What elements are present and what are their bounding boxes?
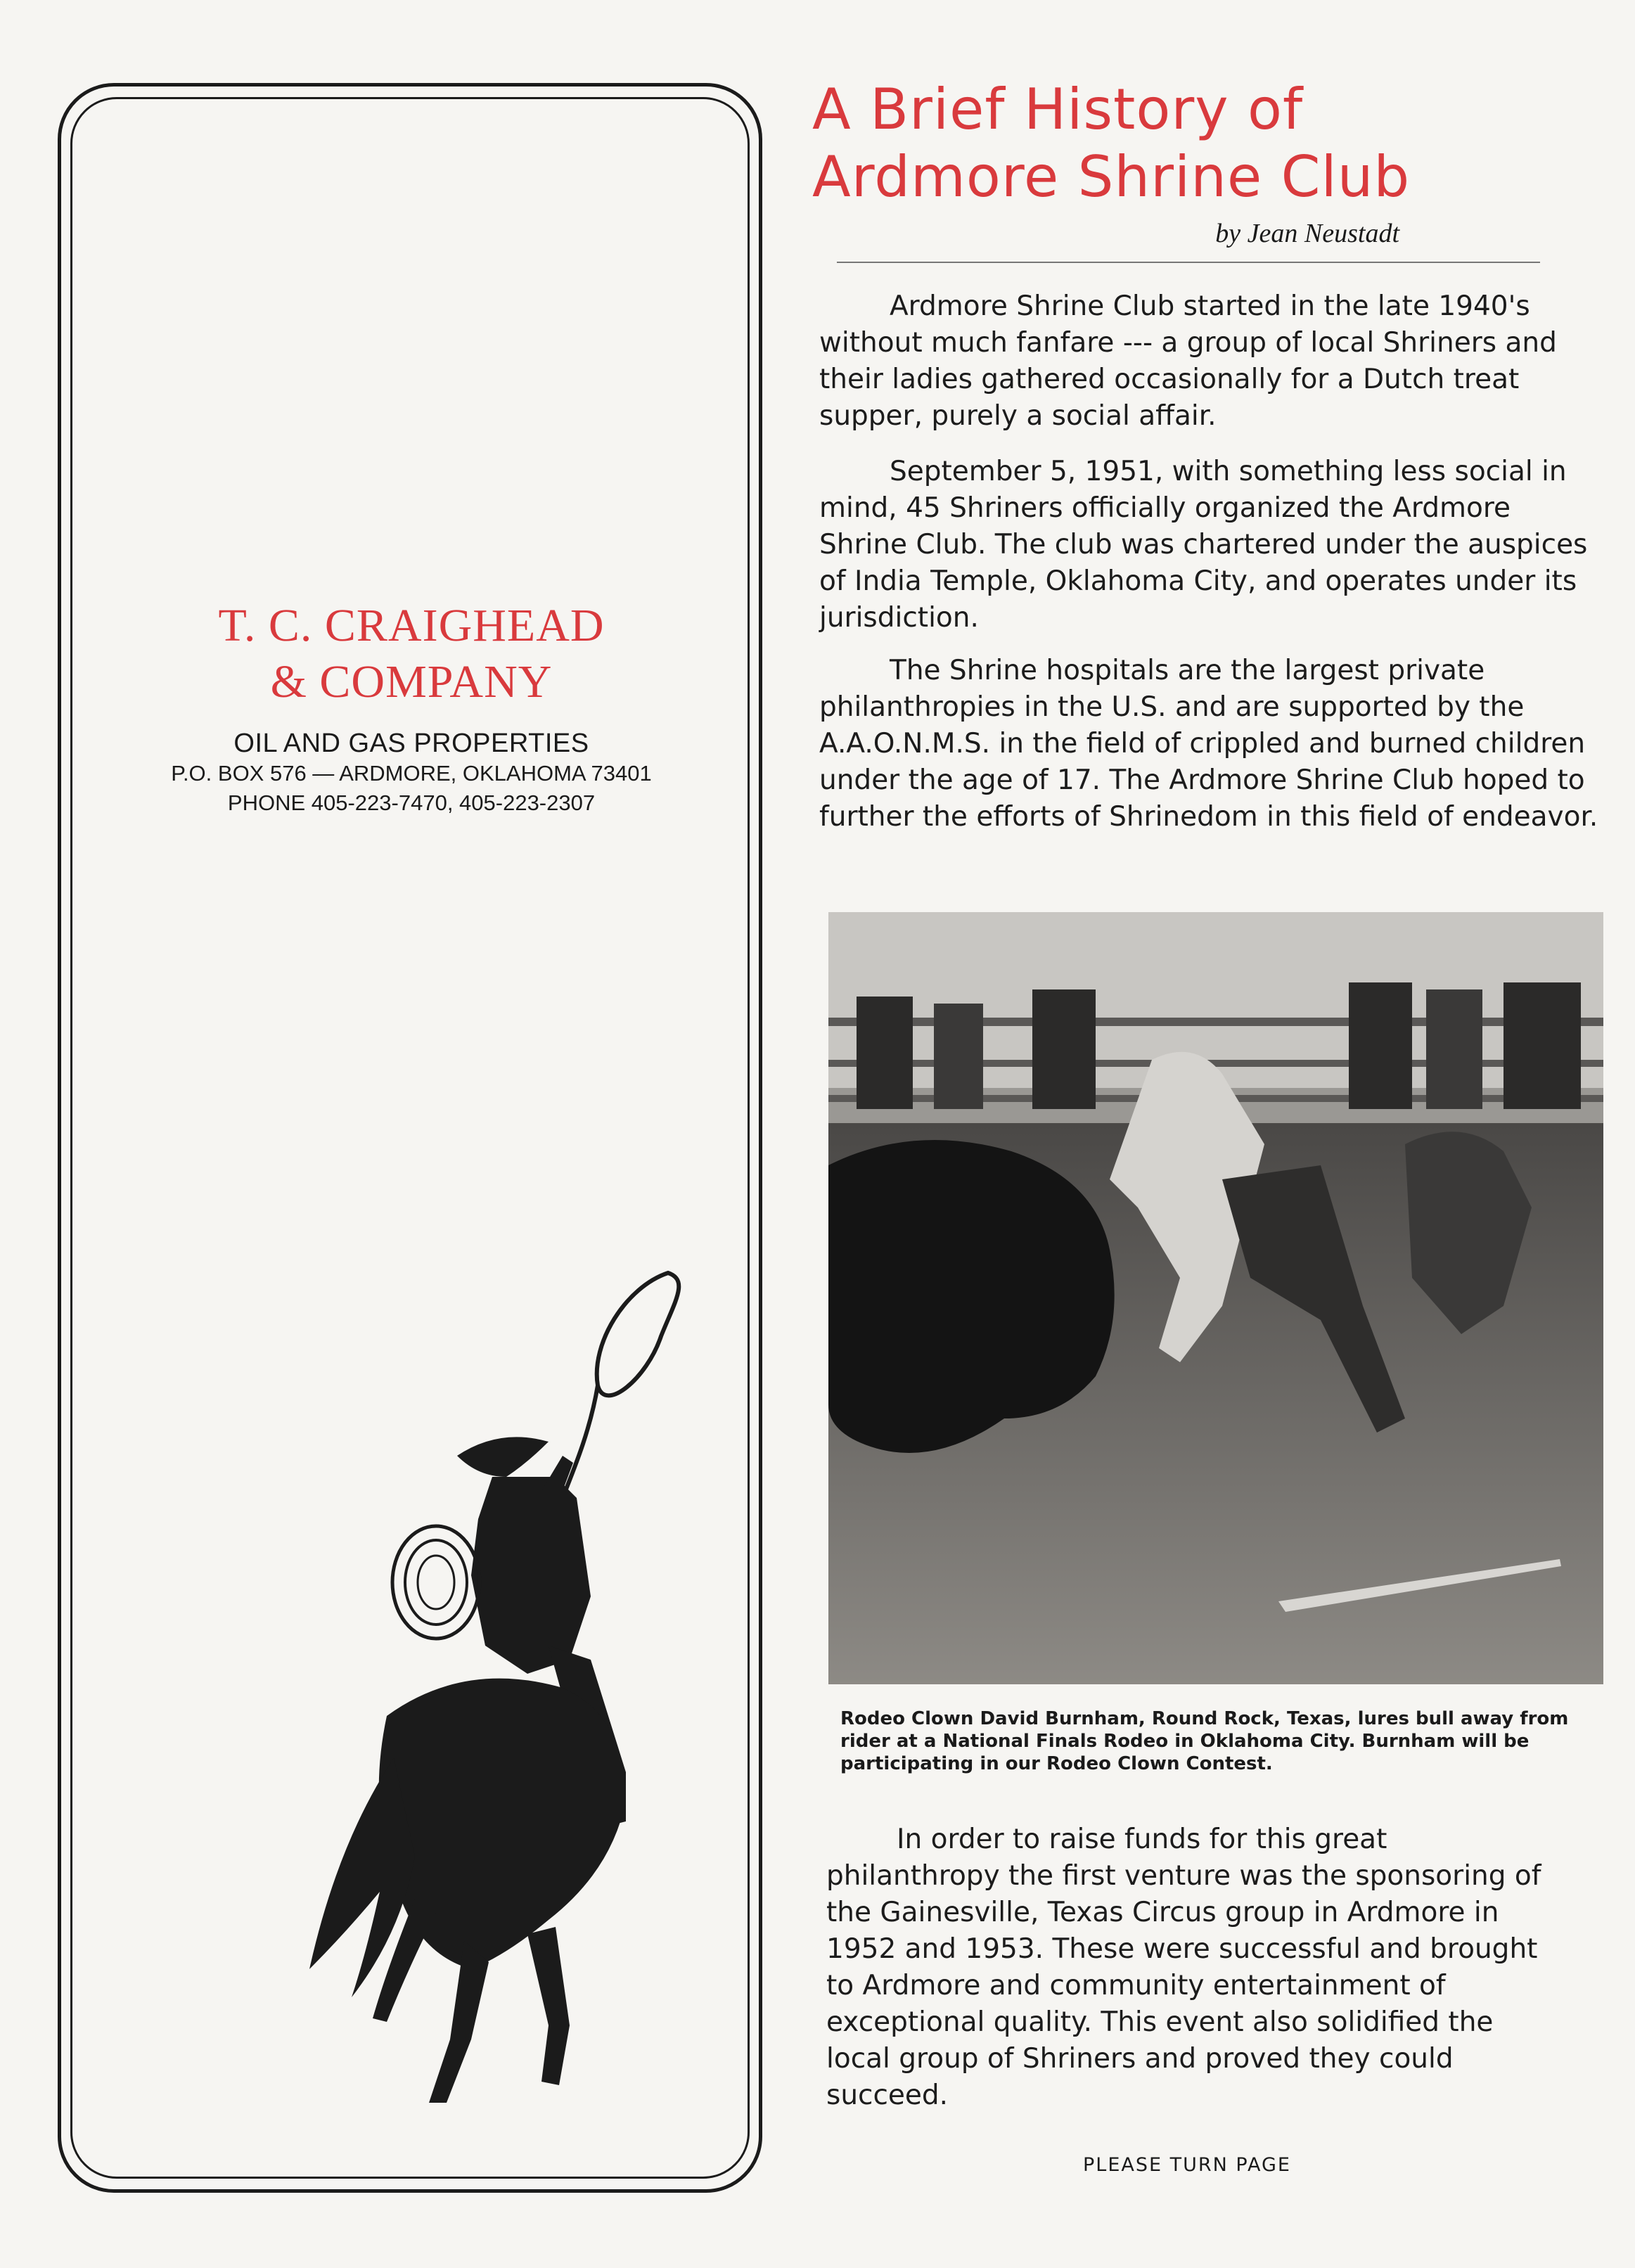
byline-divider [837, 262, 1540, 263]
ad-address: P.O. BOX 576 — ARDMORE, OKLAHOMA 73401 [171, 761, 652, 786]
ad-phone: PHONE 405-223-7470, 405-223-2307 [227, 790, 596, 815]
paragraph-4: In order to raise funds for this great philanthropy the first venture was the sponsoring of the Gainesville, Texas Circus group in Ardmore in 1952 and 1953. These were successful and brought to Ardmore and community entertainment of exceptional quality. This event also solidified the local group of Shriners and proved they could succeed. [826, 1824, 1541, 2111]
paragraph-1: Ardmore Shrine Club started in the late 1940's without much fanfare --- a group of local Shriners and their ladies gathered occasionally for a Dutch treat supper, purely a social affair. [819, 290, 1557, 432]
paragraph-2: September 5, 1951, with something less social in mind, 45 Shriners officially organized the Ardmore Shrine Club. The club was chartered under the auspices of India Temple, Oklahoma City, and operates under its jurisdiction. [819, 456, 1588, 634]
ad-company-name-line2: & COMPANY [270, 656, 553, 707]
rodeo-photo [828, 912, 1603, 1684]
paragraph-3: The Shrine hospitals are the largest private philanthropies in the U.S. and are supported by the A.A.O.N.M.S. in the field of crippled and burned children under the age of 17. The Ardmore Shrine Club hoped to further the efforts of Shrinedom in this field of endeavor. [819, 655, 1598, 833]
ad-company-name-line1: T. C. CRAIGHEAD [218, 600, 605, 651]
article-title-line1: A Brief History of [812, 77, 1304, 142]
advertisement [84, 598, 738, 818]
ad-tagline: OIL AND GAS PROPERTIES [233, 729, 589, 758]
rodeo-rider-illustration [295, 1266, 802, 2110]
photo-caption: Rodeo Clown David Burnham, Round Rock, Texas, lures bull away from rider at a National Finals Rodeo in Oklahoma City. Burnham will be participating in our Rodeo Clown Contest. [840, 1708, 1569, 1774]
article-title [812, 76, 1586, 211]
article-byline: by Jean Neustadt [1215, 219, 1399, 248]
article-title-line2: Ardmore Shrine Club [812, 144, 1411, 210]
turn-page-note: PLEASE TURN PAGE [1083, 2154, 1291, 2176]
